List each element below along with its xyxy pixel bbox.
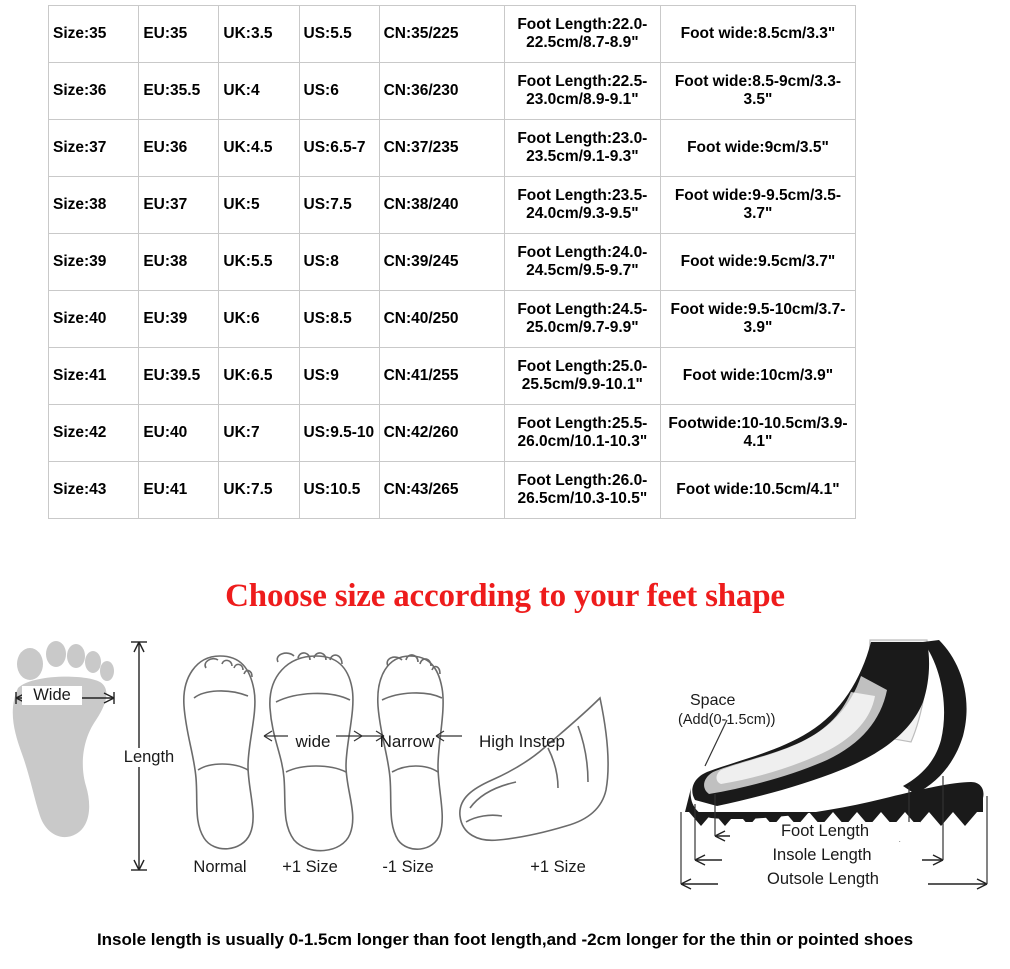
foot-length-label: Foot Length xyxy=(730,822,920,841)
table-row xyxy=(49,348,856,405)
narrow-caption: -1 Size xyxy=(382,858,434,876)
cell-cn: CN:42/260 xyxy=(379,405,504,462)
cell-uk: UK:5.5 xyxy=(219,234,299,291)
narrow-foot-label: Narrow xyxy=(379,732,435,751)
cell-cn: CN:37/235 xyxy=(379,120,504,177)
cell-uk: UK:4 xyxy=(219,63,299,120)
cell-foot-length: Foot Length:24.0-24.5cm/9.5-9.7" xyxy=(504,234,660,291)
table-row xyxy=(49,177,856,234)
cell-size: Size:41 xyxy=(49,348,139,405)
wide-caption: +1 Size xyxy=(282,858,338,876)
cell-us: US:10.5 xyxy=(299,462,379,519)
table-row xyxy=(49,63,856,120)
cell-cn: CN:38/240 xyxy=(379,177,504,234)
cell-eu: EU:38 xyxy=(139,234,219,291)
cell-uk: UK:7 xyxy=(219,405,299,462)
cell-cn: CN:41/255 xyxy=(379,348,504,405)
wide-foot-outline xyxy=(260,650,370,860)
cell-eu: EU:35.5 xyxy=(139,63,219,120)
cell-uk: UK:5 xyxy=(219,177,299,234)
page-title: Choose size according to your feet shape xyxy=(225,578,785,614)
cell-us: US:5.5 xyxy=(299,6,379,63)
cell-uk: UK:6 xyxy=(219,291,299,348)
cell-foot-length: Foot Length:22.5-23.0cm/8.9-9.1" xyxy=(504,63,660,120)
cell-us: US:8 xyxy=(299,234,379,291)
table-row xyxy=(49,6,856,63)
normal-caption: Normal xyxy=(193,858,247,876)
cell-size: Size:38 xyxy=(49,177,139,234)
cell-size: Size:36 xyxy=(49,63,139,120)
cell-foot-wide: Foot wide:9.5-10cm/3.7-3.9" xyxy=(660,291,855,348)
table-row xyxy=(49,291,856,348)
cell-eu: EU:41 xyxy=(139,462,219,519)
cell-eu: EU:40 xyxy=(139,405,219,462)
cell-size: Size:43 xyxy=(49,462,139,519)
cell-foot-length: Foot Length:24.5-25.0cm/9.7-9.9" xyxy=(504,291,660,348)
cell-foot-length: Foot Length:25.5-26.0cm/10.1-10.3" xyxy=(504,405,660,462)
cell-foot-length: Foot Length:23.0-23.5cm/9.1-9.3" xyxy=(504,120,660,177)
cell-size: Size:39 xyxy=(49,234,139,291)
foot-shape-diagrams xyxy=(0,636,1010,906)
cell-us: US:6 xyxy=(299,63,379,120)
normal-foot-outline xyxy=(170,650,270,860)
cell-size: Size:35 xyxy=(49,6,139,63)
cell-cn: CN:43/265 xyxy=(379,462,504,519)
cell-foot-length: Foot Length:25.0-25.5cm/9.9-10.1" xyxy=(504,348,660,405)
cell-cn: CN:36/230 xyxy=(379,63,504,120)
high-instep-label: High Instep xyxy=(479,732,565,751)
cell-us: US:9 xyxy=(299,348,379,405)
cell-cn: CN:39/245 xyxy=(379,234,504,291)
size-table-container xyxy=(48,5,856,519)
cell-foot-wide: Foot wide:9cm/3.5" xyxy=(660,120,855,177)
cell-us: US:8.5 xyxy=(299,291,379,348)
cell-size: Size:40 xyxy=(49,291,139,348)
cell-us: US:9.5-10 xyxy=(299,405,379,462)
cell-foot-wide: Foot wide:10cm/3.9" xyxy=(660,348,855,405)
wide-foot-label: wide xyxy=(295,732,331,751)
cell-uk: UK:3.5 xyxy=(219,6,299,63)
length-label: Length xyxy=(116,748,182,767)
cell-foot-length: Foot Length:22.0-22.5cm/8.7-8.9" xyxy=(504,6,660,63)
cell-foot-wide: Foot wide:8.5cm/3.3" xyxy=(660,6,855,63)
cell-us: US:6.5-7 xyxy=(299,120,379,177)
high-instep-caption: +1 Size xyxy=(530,858,586,876)
table-row xyxy=(49,462,856,519)
cell-size: Size:37 xyxy=(49,120,139,177)
insole-length-label: Insole Length xyxy=(722,846,922,865)
cell-foot-wide: Foot wide:9-9.5cm/3.5-3.7" xyxy=(660,177,855,234)
cell-eu: EU:39 xyxy=(139,291,219,348)
table-row xyxy=(49,405,856,462)
cell-foot-length: Foot Length:23.5-24.0cm/9.3-9.5" xyxy=(504,177,660,234)
cell-eu: EU:39.5 xyxy=(139,348,219,405)
outsole-length-label: Outsole Length xyxy=(718,870,928,889)
size-table xyxy=(48,5,856,519)
cell-foot-wide: Footwide:10-10.5cm/3.9-4.1" xyxy=(660,405,855,462)
cell-uk: UK:4.5 xyxy=(219,120,299,177)
table-row xyxy=(49,120,856,177)
space-label: Space xyxy=(690,692,736,709)
wide-label: Wide xyxy=(22,686,82,705)
cell-foot-wide: Foot wide:8.5-9cm/3.3-3.5" xyxy=(660,63,855,120)
footer-note: Insole length is usually 0-1.5cm longer than foot length,and -2cm longer for the thin or pointed shoes xyxy=(96,930,914,949)
cell-uk: UK:7.5 xyxy=(219,462,299,519)
cell-size: Size:42 xyxy=(49,405,139,462)
cell-foot-wide: Foot wide:9.5cm/3.7" xyxy=(660,234,855,291)
cell-cn: CN:35/225 xyxy=(379,6,504,63)
cell-foot-length: Foot Length:26.0-26.5cm/10.3-10.5" xyxy=(504,462,660,519)
cell-us: US:7.5 xyxy=(299,177,379,234)
table-row xyxy=(49,234,856,291)
space-sublabel: (Add(0-1.5cm)) xyxy=(678,712,776,728)
cell-eu: EU:35 xyxy=(139,6,219,63)
cell-cn: CN:40/250 xyxy=(379,291,504,348)
cell-eu: EU:37 xyxy=(139,177,219,234)
cell-eu: EU:36 xyxy=(139,120,219,177)
cell-foot-wide: Foot wide:10.5cm/4.1" xyxy=(660,462,855,519)
cell-uk: UK:6.5 xyxy=(219,348,299,405)
